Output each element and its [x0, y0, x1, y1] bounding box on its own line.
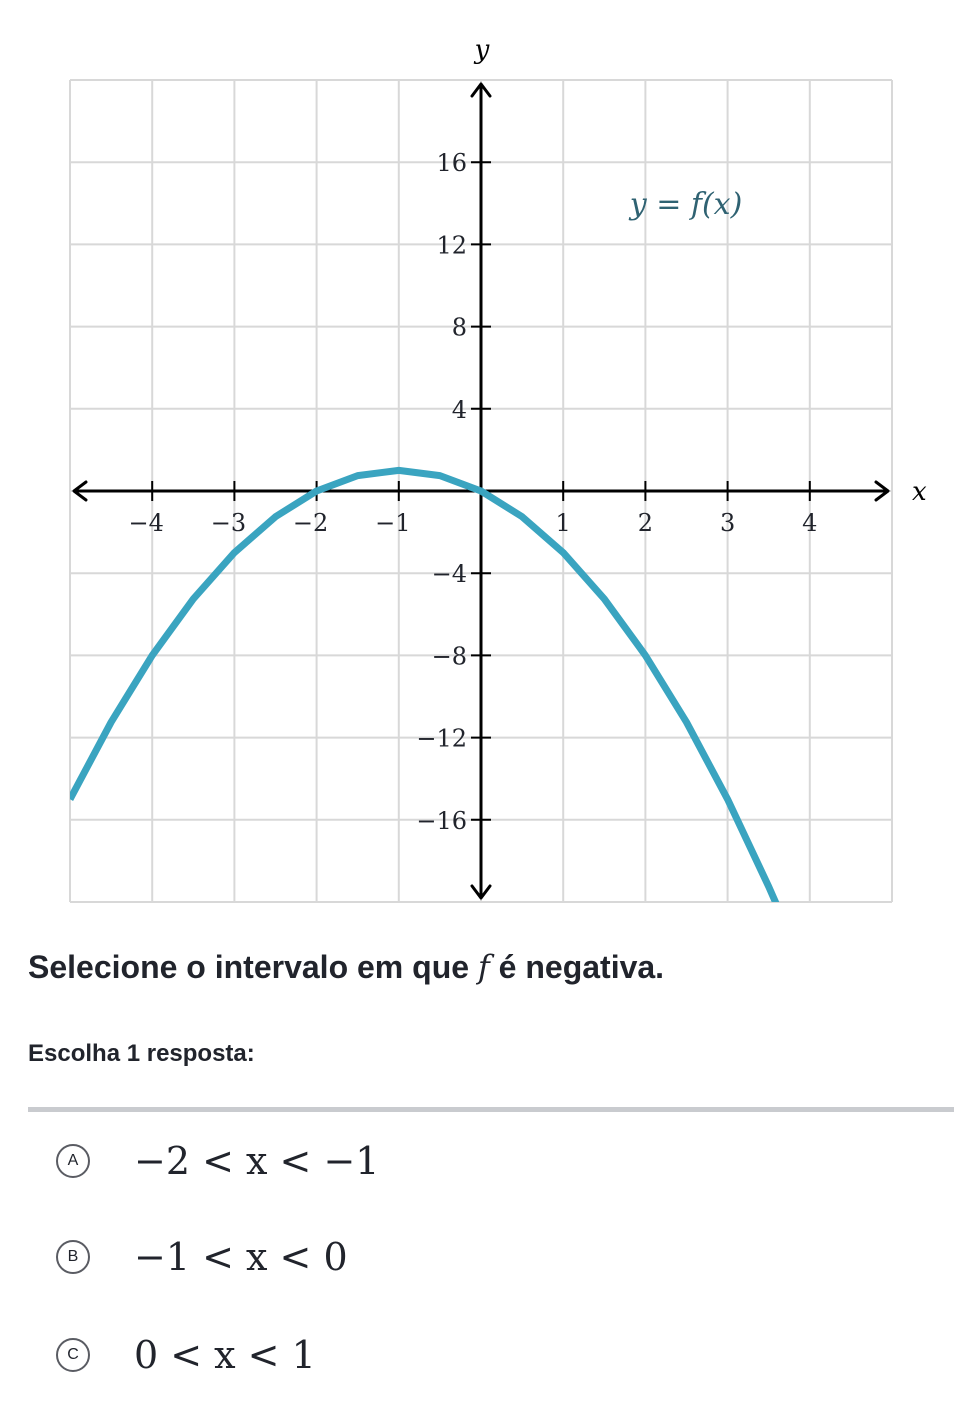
choice-b-letter: B: [56, 1240, 90, 1274]
choice-c-letter: C: [56, 1338, 90, 1372]
y-tick-label: −12: [416, 724, 467, 753]
choice-b-expression: −1 < x < 0: [134, 1235, 348, 1279]
y-tick-label: −16: [416, 806, 467, 835]
y-tick-label: −4: [431, 560, 467, 589]
prompt-text-start: Selecione o intervalo em que: [28, 949, 478, 985]
y-tick-label: −8: [431, 642, 467, 671]
curve-label: y = f(x): [629, 187, 743, 222]
x-tick-label: 4: [802, 509, 818, 537]
question-prompt: [28, 948, 664, 986]
x-tick-label: 2: [637, 509, 654, 537]
x-tick-label: −1: [375, 509, 411, 537]
divider: [28, 1107, 954, 1112]
y-tick-label: 4: [451, 395, 467, 424]
choice-c[interactable]: [56, 1320, 656, 1390]
choice-c-expression: 0 < x < 1: [134, 1333, 316, 1377]
x-tick-label: −2: [292, 509, 329, 537]
y-tick-label: 12: [436, 231, 467, 260]
x-axis-label: x: [912, 477, 927, 507]
x-tick-label: −4: [128, 509, 164, 537]
x-tick-label: 1: [555, 509, 571, 537]
x-tick-label: 3: [719, 509, 736, 537]
choice-b[interactable]: [56, 1222, 656, 1292]
answer-instruction: Escolha 1 resposta:: [28, 1040, 255, 1067]
function-curve: [70, 470, 777, 905]
curve-layer: [70, 470, 777, 905]
choice-a[interactable]: [56, 1126, 656, 1196]
choice-a-letter: A: [56, 1144, 90, 1178]
prompt-function-variable: f: [477, 948, 490, 986]
y-axis-label: y: [474, 35, 490, 65]
x-tick-label: −3: [210, 509, 247, 537]
choice-a-expression: −2 < x < −1: [134, 1139, 380, 1183]
y-tick-label: 16: [436, 149, 467, 178]
y-tick-label: 8: [451, 313, 467, 342]
prompt-text-end: é negativa.: [489, 949, 665, 985]
